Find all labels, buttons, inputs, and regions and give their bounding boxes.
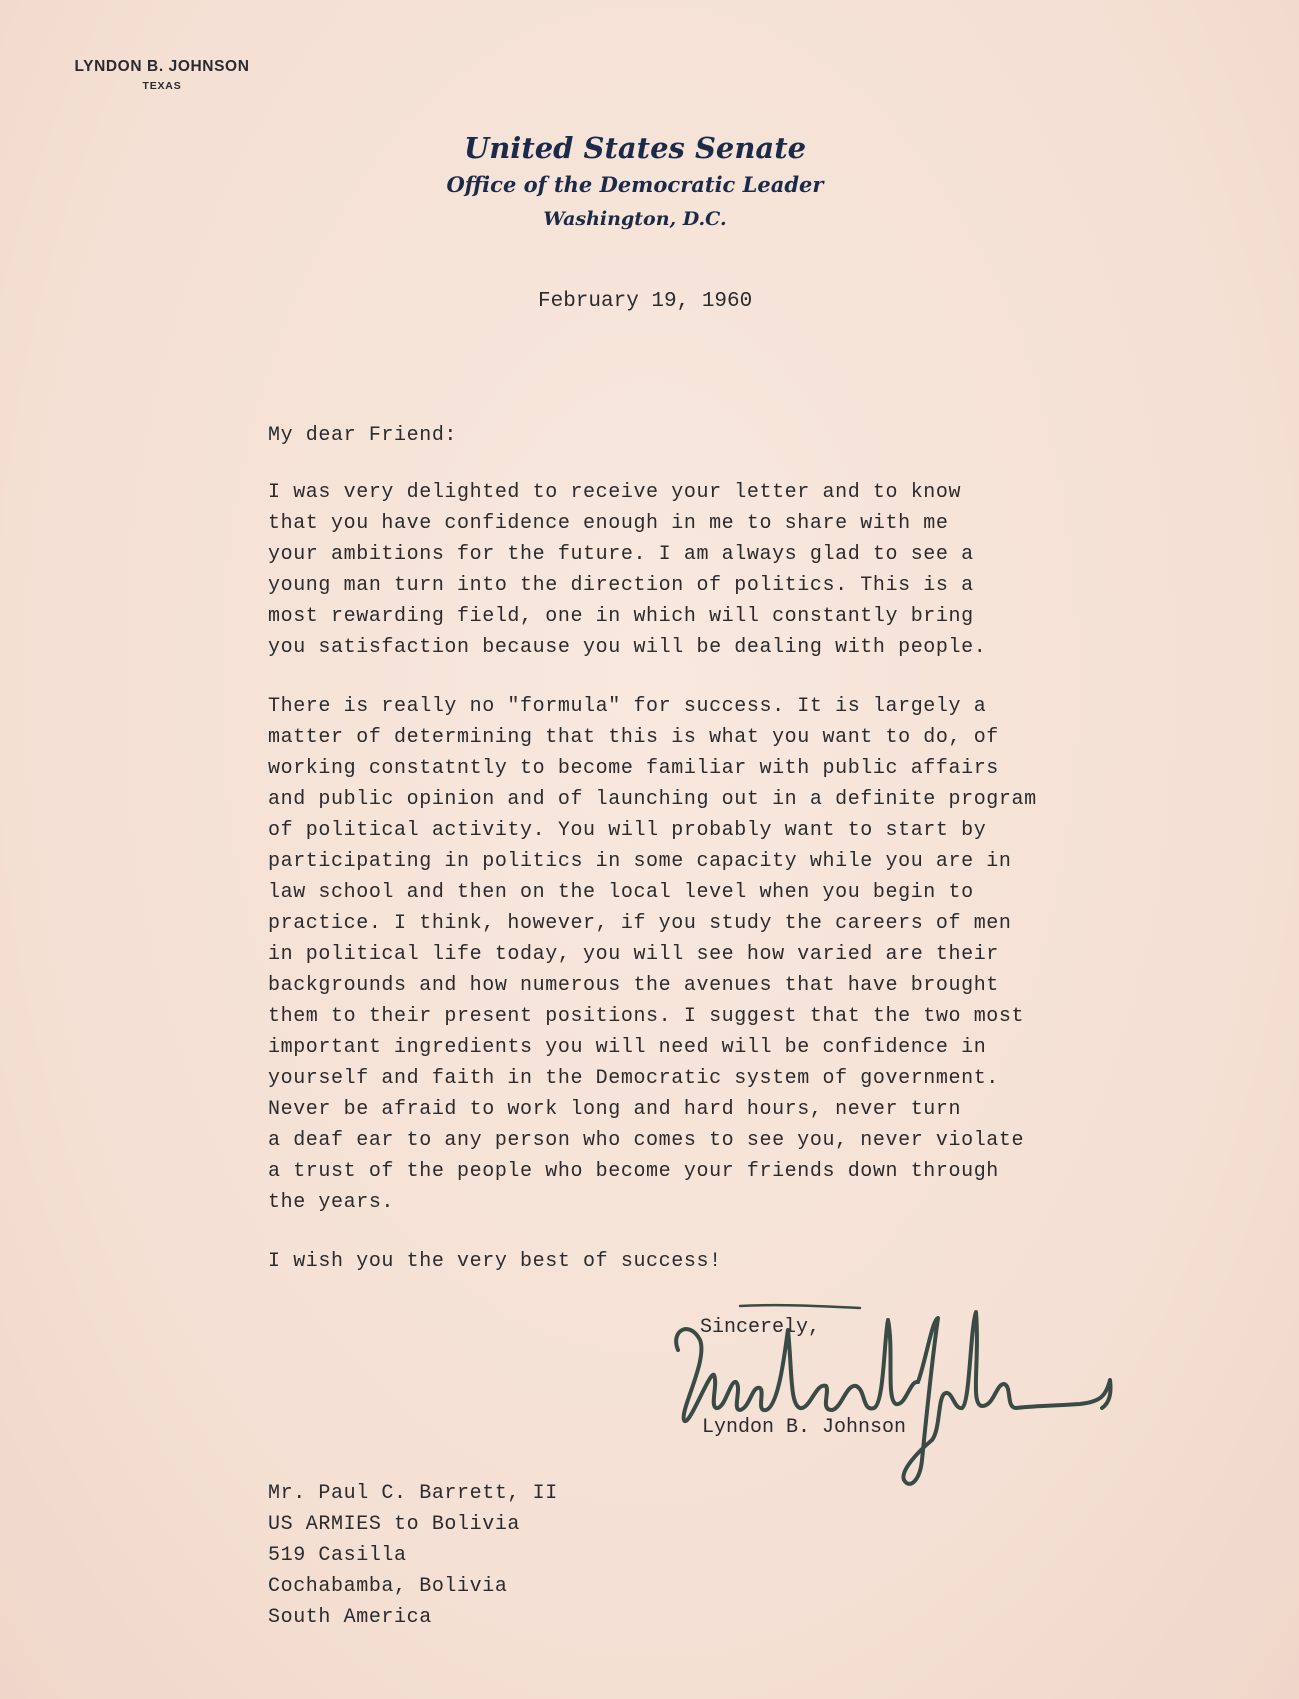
letterhead-office: Office of the Democratic Leader [446,172,824,197]
paragraph-line: that you have confidence enough in me to share with me [268,512,949,535]
paragraph-line: the years. [268,1191,395,1214]
salutation: My dear Friend: [268,424,458,447]
paragraph-line: a deaf ear to any person who comes to see you, never violate [268,1129,1025,1152]
sender-state: TEXAS [142,80,182,92]
paragraph-line: I was very delighted to receive your letter and to know [268,481,962,504]
letterhead [400,128,870,236]
signature [670,1300,1190,1500]
letter-date: February 19, 1960 [538,290,753,313]
paragraph-line: practice. I think, however, if you study the careers of men [268,912,1012,935]
paragraph-line: of political activity. You will probably want to start by [268,819,987,842]
closing-line: I wish you the very best of success! [268,1250,722,1273]
address-line: Cochabamba, Bolivia [268,1575,508,1598]
address-line: 519 Casilla [268,1544,407,1567]
paragraph-line: most rewarding field, one in which will constantly bring [268,605,974,628]
signoff: Sincerely, [700,1316,821,1339]
letter-body [268,420,1148,1277]
paragraph-line: yourself and faith in the Democratic system of government. [268,1067,999,1090]
paragraph-line: a trust of the people who become your friends down through [268,1160,999,1183]
paragraph-line: law school and then on the local level when you begin to [268,881,974,904]
paragraph-line: backgrounds and how numerous the avenues that have brought [268,974,999,997]
body-paragraphs [268,477,1148,1218]
address-line: South America [268,1606,432,1629]
paragraph-line: them to their present positions. I suggest that the two most [268,1005,1025,1028]
paragraph-line: young man turn into the direction of politics. This is a [268,574,974,597]
letterhead-title: United States Senate [463,131,807,165]
paragraph-line: matter of determining that this is what you want to do, of [268,726,999,749]
body-paragraph [268,477,1148,663]
body-paragraph [268,691,1148,1218]
paragraph-line: There is really no "formula" for success. It is largely a [268,695,987,718]
paragraph-line: Never be afraid to work long and hard hours, never turn [268,1098,962,1121]
paragraph-line: participating in politics in some capacity while you are in [268,850,1012,873]
paragraph-line: important ingredients you will need will be confidence in [268,1036,987,1059]
sender-block [62,58,262,92]
paragraph-line: your ambitions for the future. I am always glad to see a [268,543,974,566]
sender-name: LYNDON B. JOHNSON [74,58,250,75]
paragraph-line: you satisfaction because you will be dealing with people. [268,636,987,659]
address-line: US ARMIES to Bolivia [268,1513,521,1536]
paragraph-line: working constatntly to become familiar with public affairs [268,757,999,780]
address-line: Mr. Paul C. Barrett, II [268,1482,558,1505]
paragraph-line: in political life today, you will see how varied are their [268,943,999,966]
letterhead-city: Washington, D.C. [543,208,727,230]
recipient-address [268,1478,558,1633]
signed-name: Lyndon B. Johnson [702,1416,907,1439]
paragraph-line: and public opinion and of launching out in a definite program [268,788,1037,811]
